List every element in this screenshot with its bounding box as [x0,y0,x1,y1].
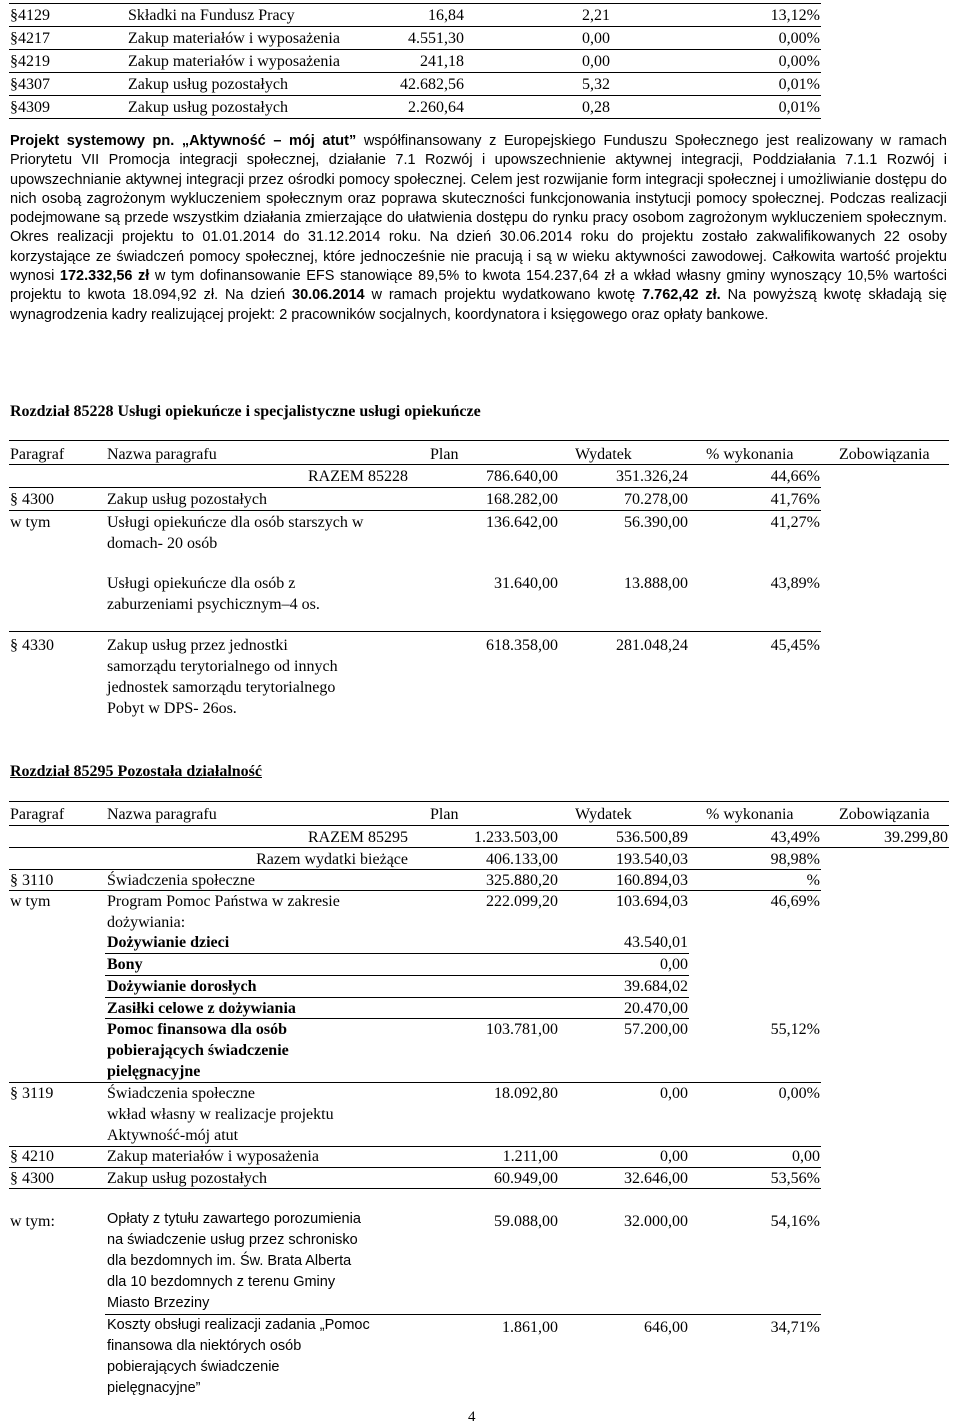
row-name: dla 10 bezdomnych z terenu Gminy [107,1274,336,1290]
row-code: §4129 [10,7,50,24]
row-code: § 4300 [10,1170,54,1187]
row-expense: 281.048,24 [616,637,688,654]
row-code: § 4300 [10,491,54,508]
table-rule [9,801,949,802]
row-percent: 41,76% [770,491,820,508]
total-label: RAZEM 85295 [308,829,408,846]
row-name: Zakup materiałów i wyposażenia [128,30,340,47]
row-plan: 325.880,20 [486,872,558,889]
row-plan: 16,84 [428,7,464,24]
row-percent: 43,89% [770,575,820,592]
row-plan: 406.133,00 [486,851,558,868]
row-expense: 0,00 [660,956,688,973]
row-expense: 2,21 [582,7,610,24]
row-percent: 98,98% [770,851,820,868]
row-expense: 56.390,00 [624,514,688,531]
table-rule [9,440,949,441]
row-plan: 42.682,56 [400,76,464,93]
total-plan: 1.233.503,00 [474,829,558,846]
paragraph-lead: Projekt systemowy pn. [10,133,182,149]
row-plan: 31.640,00 [494,575,558,592]
paragraph-text: Na powyższą kwotę składają się wynagrodzenia kadry realizującej projekt: 2 pracowników socjalnych, koordynatora i księgowego oraz opłaty bankowe. [10,287,947,323]
table-rule [9,869,821,870]
row-expense: 43.540,01 [624,934,688,951]
row-plan: 103.781,00 [486,1021,558,1038]
row-name: Świadczenia społeczne [107,1085,255,1102]
row-label: w tym [10,893,51,910]
table-rule [9,464,949,465]
table-rule [9,1167,821,1168]
table-rule [9,118,821,119]
total-expense: 536.500,89 [616,829,688,846]
row-expense: 0,28 [582,99,610,116]
total-percent: 43,49% [770,829,820,846]
row-name: jednostek samorządu terytorialnego [107,679,336,696]
total-percent: 44,66% [770,468,820,485]
row-code: §4309 [10,99,50,116]
row-percent: 0,00% [778,30,820,47]
row-plan: 1.861,00 [502,1319,558,1336]
row-plan: 1.211,00 [502,1148,558,1165]
row-plan: 4.551,30 [408,30,464,47]
paragraph-text: współfinansowany z Europejskiego Funduszu Społecznego jest realizowany w ramach Priorytetu VII Promocja integracji społecznej, działanie 7.1 Rozwój i upowszechnienie aktywnej integracji, Poddziałania 7.1.1 Rozwój i upowszechnianie aktywnej integracji przez ośrodki pomocy społecznej. Celem jest rozwijanie form integracji społecznej i umożliwianie dostępu do nich osobą zagrożonym wykluczeniem społecznym oraz poprawa skuteczności funkcjonowania instytucji pomocy społecznej. Podczas realizacji podejmowane są przede wszystkim działania zmierzające do ułatwienia dostępu do rynku pracy osobom zagrożonym wykluczeniem społecznym. Okres realizacji projektu to 01.01.2014 do 31.12.2014 roku. Na dzień 30.06.2014 roku do projektu zostało zakwalifikowanych 22 osoby korzystające ze świadczeń pomocy społecznej, które jednocześnie nie pracują i są w wieku aktywności zawodowej. Całkowita wartość projektu wynosi [10,133,947,285]
report-date: 30.06.2014 [292,287,365,304]
row-name: Usługi opiekuńcze dla osób z [107,575,296,592]
table-rule [9,631,821,632]
row-name: pielęgnacyjne [107,1063,201,1080]
row-expense: 13.888,00 [624,575,688,592]
total-label: RAZEM 85228 [308,468,408,485]
page-number: 4 [468,1409,476,1425]
current-expenses-label: Razem wydatki bieżące [256,851,408,868]
table-rule [9,510,821,511]
header-nazwa: Nazwa paragrafu [107,446,217,463]
row-plan: 60.949,00 [494,1170,558,1187]
header-plan: Plan [430,806,459,823]
row-percent: 0,01% [778,99,820,116]
row-expense: 0,00 [660,1148,688,1165]
row-expense: 5,32 [582,76,610,93]
row-name: na świadczenie usług przez schronisko [107,1232,358,1248]
row-name: Zakup usług przez jednostki [107,637,288,654]
row-plan: 618.358,00 [486,637,558,654]
row-expense: 39.684,02 [624,978,688,995]
row-code: § 3110 [10,872,54,889]
row-percent: 0,00% [778,53,820,70]
section-title-85228: Rozdział 85228 Usługi opiekuńcze i specjalistyczne usługi opiekuńcze [10,403,481,420]
row-expense: 32.000,00 [624,1213,688,1230]
row-name: domach- 20 osób [107,535,218,552]
table-rule [105,1314,821,1315]
row-percent: 0,00% [778,1085,820,1102]
row-code: §4307 [10,76,50,93]
row-name: Miasto Brzeziny [107,1295,210,1311]
row-percent: 41,27% [770,514,820,531]
header-nazwa: Nazwa paragrafu [107,806,217,823]
row-name: Aktywność-mój atut [107,1127,239,1144]
row-name: finansowa dla niektórych osób [107,1338,302,1354]
row-percent: % [806,872,820,889]
row-expense: 160.894,03 [616,872,688,889]
row-name: pobierających świadczenie [107,1359,280,1375]
row-expense: 70.278,00 [624,491,688,508]
row-name: Dożywianie dorosłych [107,978,257,995]
row-name: Program Pomoc Państwa w zakresie [107,893,340,910]
row-plan: 2.260,64 [408,99,464,116]
section-title-85295: Rozdział 85295 Pozostała działalność [10,763,262,780]
header-plan: Plan [430,446,459,463]
row-name: Składki na Fundusz Pracy [128,7,295,24]
row-expense: 0,00 [660,1085,688,1102]
row-percent: 55,12% [770,1021,820,1038]
row-code: § 4330 [10,637,54,654]
row-expense: 193.540,03 [616,851,688,868]
row-code: §4217 [10,30,50,47]
row-name: Zakup usług pozostałych [128,76,288,93]
project-name: „Aktywność – mój atut” [181,133,357,149]
total-expense: 351.326,24 [616,468,688,485]
header-zobowiazania: Zobowiązania [839,446,930,463]
table-rule [9,487,821,488]
row-expense: 32.646,00 [624,1170,688,1187]
row-label: w tym: [10,1213,55,1230]
row-name: Usługi opiekuńcze dla osób starszych w [107,514,364,531]
row-percent: 34,71% [770,1319,820,1336]
row-percent: 45,45% [770,637,820,654]
project-total: 172.332,56 zł [59,268,150,285]
header-wykonania: % wykonania [706,806,794,823]
header-paragraf: Paragraf [10,806,65,823]
row-name: Bony [107,956,143,973]
table-rule [9,26,821,27]
row-percent: 53,56% [770,1170,820,1187]
paragraph-text: w tym dofinansowanie EFS stanowiące 89,5% to kwota 154.237,64 zł a wkład własny gminy wynoszący 10,5% wartości projektu to kwota 18.094,92 zł. Na dzień [10,268,947,304]
table-rule [9,1082,821,1083]
row-expense: 103.694,03 [616,893,688,910]
spent-amount: 7.762,42 zł. [642,287,721,304]
paragraph-text: w ramach projektu wydatkowano kwotę [364,287,643,304]
row-plan: 222.099,20 [486,893,558,910]
row-name: dożywiania: [107,914,186,931]
table-rule [105,975,689,976]
table-rule [9,1188,821,1189]
table-rule [105,953,689,954]
table-rule [9,825,949,826]
header-zobowiazania: Zobowiązania [839,806,930,823]
row-name: wkład własny w realizacje projektu [107,1106,334,1123]
row-name: pobierających świadczenie [107,1042,289,1059]
table-rule [105,997,689,998]
row-name: Koszty obsługi realizacji zadania „Pomoc [107,1317,370,1333]
table-rule [9,890,821,891]
row-percent: 13,12% [770,7,820,24]
row-name: Zakup materiałów i wyposażenia [107,1148,319,1165]
row-code: § 3119 [10,1085,54,1102]
total-commitments: 39.299,80 [884,829,948,846]
row-code: §4219 [10,53,50,70]
row-label: w tym [10,514,51,531]
row-name: samorządu terytorialnego od innych [107,658,338,675]
project-paragraph [10,132,947,325]
row-name: Zakup usług pozostałych [107,491,267,508]
row-percent: 0,00 [792,1148,820,1165]
row-name: Zakup usług pozostałych [107,1170,267,1187]
row-name: pielęgnacyjne” [107,1380,201,1396]
row-expense: 646,00 [644,1319,688,1336]
row-name: Opłaty z tytułu zawartego porozumienia [107,1211,361,1227]
row-plan: 59.088,00 [494,1213,558,1230]
row-percent: 46,69% [770,893,820,910]
row-code: § 4210 [10,1148,54,1165]
table-rule [9,95,821,96]
row-name: Zakup materiałów i wyposażenia [128,53,340,70]
row-expense: 20.470,00 [624,1000,688,1017]
row-plan: 18.092,80 [494,1085,558,1102]
row-name: zaburzeniami psychicznym–4 os. [107,596,320,613]
total-plan: 786.640,00 [486,468,558,485]
row-name: Zakup usług pozostałych [128,99,288,116]
table-rule [9,847,949,848]
row-expense: 0,00 [582,30,610,47]
header-wydatek: Wydatek [575,806,632,823]
header-paragraf: Paragraf [10,446,65,463]
row-percent: 54,16% [770,1213,820,1230]
table-rule [9,72,821,73]
row-plan: 136.642,00 [486,514,558,531]
row-percent: 0,01% [778,76,820,93]
row-name: Pobyt w DPS- 26os. [107,700,237,717]
header-wydatek: Wydatek [575,446,632,463]
row-plan: 168.282,00 [486,491,558,508]
row-name: Świadczenia społeczne [107,872,255,889]
table-rule [9,3,821,4]
header-wykonania: % wykonania [706,446,794,463]
row-name: Dożywianie dzieci [107,934,230,951]
row-plan: 241,18 [420,53,464,70]
row-expense: 0,00 [582,53,610,70]
row-name: dla bezdomnych im. Św. Brata Alberta [107,1253,352,1269]
row-name: Pomoc finansowa dla osób [107,1021,288,1038]
row-name: Zasiłki celowe z dożywiania [107,1000,296,1017]
row-expense: 57.200,00 [624,1021,688,1038]
table-rule [105,1018,689,1019]
table-rule [9,49,821,50]
